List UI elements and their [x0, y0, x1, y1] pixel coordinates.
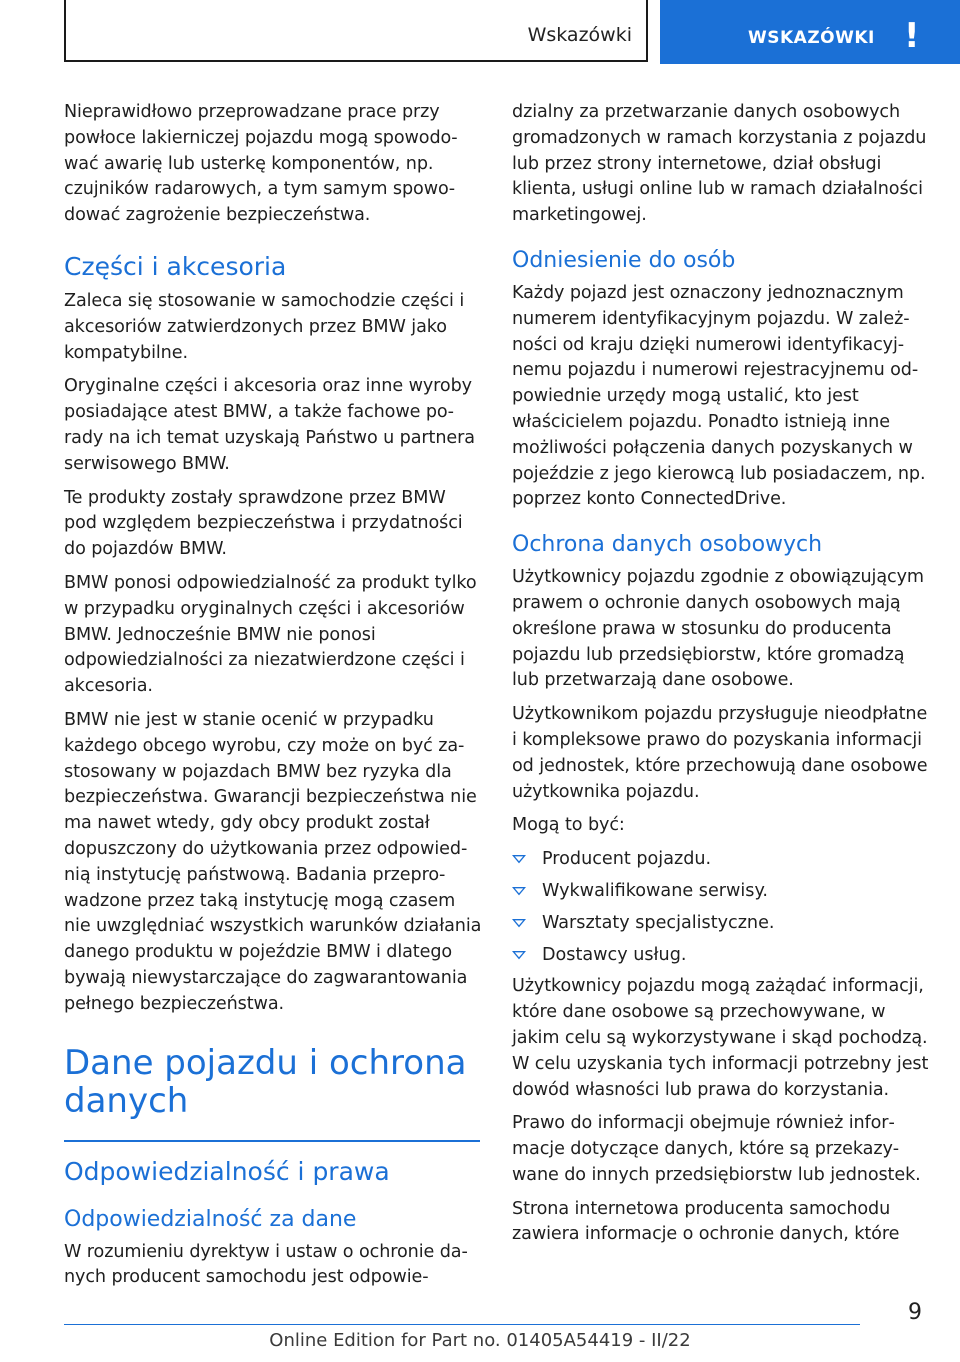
page-number: 9 [908, 1300, 922, 1325]
heading-parts-accessories: Części i akcesoria [64, 251, 287, 281]
edition-text: Online Edition for Part no. 01405A54419 - II/22 [269, 1330, 691, 1351]
heading-responsibility-rights: Odpowiedzialność i prawa [64, 1156, 390, 1186]
paragraph: Strona internetowa producenta samochodu zawiera informacje o ochronie danych, które [512, 1198, 900, 1245]
exclamation-icon: ! [904, 16, 920, 56]
paragraph: Nieprawidłowo przeprowadzane prace przy powłoce lakierniczej pojazdu mogą spowodować awarię lub usterkę komponentów, np. czujników radarowych, a tym samym spowodować zagrożenie bezpieczeństwa. [64, 102, 458, 226]
paragraph: Zaleca się stosowanie w samochodzie części i akcesoriów zatwierdzonych przez BMW jako kompatybilne. [64, 290, 465, 363]
triangle-bullet-icon [512, 951, 526, 959]
triangle-bullet-icon [512, 919, 526, 927]
triangle-bullet-icon [512, 855, 526, 863]
paragraph: W rozumieniu dyrektyw i ustaw o ochronie danych producent samochodu jest odpowie- [64, 1241, 468, 1288]
right-column [512, 100, 930, 1256]
footer-divider [64, 1324, 860, 1325]
paragraph: dzialny za przetwarzanie danych osobowych gromadzonych w ramach korzystania z pojazdu lub przez strony internetowe, dział obsługi klienta, usługi online lub w ramach działalności marketingowej. [512, 102, 927, 226]
paragraph: Oryginalne części i akcesoria oraz inne wyroby posiadające atest BMW, a także fachowe porady na ich temat uzyskają Państwo u partnera serwisowego BMW. [64, 376, 475, 474]
header-chapter-title: Wskazówki [527, 24, 632, 46]
list-item-text: Producent pojazdu. [542, 849, 712, 870]
heading-personal-data-protection: Ochrona danych osobowych [512, 532, 823, 558]
chapter-divider [64, 1140, 480, 1142]
chapter-title: Dane pojazdu i ochrona danych [64, 1042, 467, 1121]
list-item-text: Warsztaty specjalistyczne. [542, 912, 775, 933]
heading-person-reference: Odniesienie do osób [512, 247, 736, 273]
list-item-text: Dostawcy usług. [542, 944, 687, 965]
left-column [64, 100, 482, 1299]
paragraph: Użytkownicy pojazdu zgodnie z obowiązującym prawem o ochronie danych osobowych mają określone prawa w stosunku do producenta pojazdu lub przedsiębiorstw, które gromadzą lub przetwarzają dane osobowe. [512, 567, 924, 691]
list-item [512, 943, 930, 969]
heading-data-responsibility: Odpowiedzialność za dane [64, 1206, 357, 1232]
header-section-title: WSKAZÓWKI [748, 28, 875, 48]
paragraph: Każdy pojazd jest oznaczony jednoznacznym numerem identyfikacyjnym pojazdu. W zależności od kraju dzięki numerowi identyfikacyjnemu pojazdu i numerowi rejestracyjnemu odpowiednie urzędy mogą ustalić, kto jest właścicielem pojazdu. Ponadto istnieją inne możliwości połączenia danych pozyskanych w pojeździe z jego kierowcą lub posiadaczem, np. poprzez konto ConnectedDrive. [512, 282, 926, 510]
page-footer [0, 1300, 960, 1362]
paragraph: Użytkownikom pojazdu przysługuje nieodpłatne i kompleksowe prawo do pozyskania informacji od jednostek, które przechowują dane osobowe użytkownika pojazdu. [512, 704, 928, 802]
list-item [512, 847, 930, 873]
page-header [0, 0, 960, 66]
triangle-bullet-icon [512, 887, 526, 895]
paragraph: BMW ponosi odpowiedzialność za produkt tylko w przypadku oryginalnych części i akcesoriów BMW. Jednocześnie BMW nie ponosi odpowiedzialności za niezatwierdzone części i akcesoria. [64, 572, 477, 697]
bullet-list [512, 847, 930, 968]
list-item-text: Wykwalifikowane serwisy. [542, 880, 768, 901]
paragraph: BMW nie jest w stanie ocenić w przypadku każdego obcego wyrobu, czy może on być zastosowany w pojazdach BMW bez ryzyka dla bezpieczeństwa. Gwarancji bezpieczeństwa nie ma nawet wtedy, gdy obcy produkt został dopuszczony do użytkowania przez odpowiednią instytucję państwową. Badania przeprowadzone przez taką instytucję mogą czasem nie uwzględniać wszystkich warunków działania danego produktu w pojeździe BMW i dlatego bywają niewystarczające do zagwarantowania pełnego bezpieczeństwa. [64, 709, 482, 1014]
header-section-tab [660, 0, 960, 64]
list-item [512, 911, 930, 937]
paragraph: Prawo do informacji obejmuje również informacje dotyczące danych, które są przekazywane do innych przedsiębiorstw lub jednostek. [512, 1113, 921, 1185]
paragraph: Mogą to być: [512, 815, 625, 836]
paragraph: Te produkty zostały sprawdzone przez BMW pod względem bezpieczeństwa i przydatności do pojazdów BMW. [64, 487, 463, 560]
list-item [512, 879, 930, 905]
paragraph: Użytkownicy pojazdu mogą zażądać informacji, które dane osobowe są przechowywane, w jakim celu są wykorzystywane i skąd pochodzą. W celu uzyskania tych informacji potrzebny jest dowód własności lub prawa do korzystania. [512, 976, 929, 1100]
header-chapter-frame [64, 0, 648, 62]
